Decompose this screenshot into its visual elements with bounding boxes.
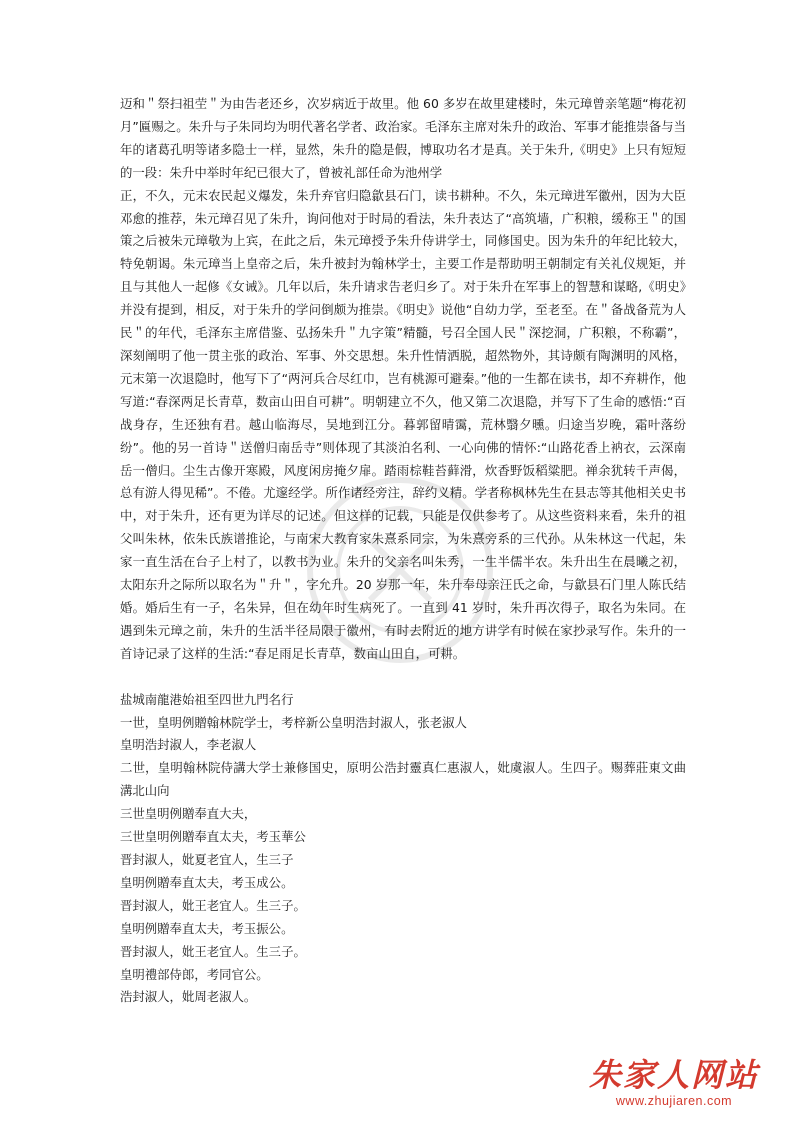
lineage-heading: 盐城南龍港始祖至四世九門名行 bbox=[120, 691, 294, 707]
paragraph: 正，不久，元末农民起义爆发，朱升弃官归隐歙县石门，读书耕种。不久，朱元璋进军徽州，因为大臣邓愈的推荐，朱元璋召见了朱升，询问他对于时局的看法，朱升表达了“高筑墙，广积粮，缓称王＂的国策之后被朱元璋敬为上宾，在此之后，朱元璋授予朱升侍讲学士，同修国史。因为朱升的年纪比较大，特免朝谒。朱元璋当上皇帝之后，朱升被封为翰林学士，主要工作是帮助明王朝制定有关礼仪规矩，并且与其他人一起修《女诫》。几年以后，朱升请求告老归乡了。对于朱升在军事上的智慧和谋略,《明史》并没有提到，相反，对于朱升的学问倒颇为推崇。《明史》说他“自幼力学，至老至。在＂备战备荒为人民＂的年代，毛泽东主席借鉴、弘扬朱升＂九字策”精髓，号召全国人民＂深挖洞，广积粮，不称霸”，深刻阐明了他一贯主张的政治、军事、外交思想。朱升性情洒脱，超然物外，其诗颇有陶渊明的风格，元末第一次退隐时，他写下了“两河兵合尽红巾，岂有桃源可避秦。”他的一生都在读书，却不弃耕作，他写道:“春深两足长青草，数亩山田自可耕”。明朝建立不久，他又第二次退隐，并写下了生命的感悟:“百战身存，生还独有君。越山临海尽，吴地到江分。暮郭留晴霭，荒林翳夕曛。归途当岁晚，霜叶落纷纷”。他的另一首诗＂送僧归南岳寺”则体现了其淡泊名利、一心向佛的情怀:“山路花香上衲衣，云深南岳一僧归。尘生古像开寒殿，风度闲房掩夕扉。踏雨棕鞋苔藓滑，炊香野饭稻粱肥。禅余犹转千声偈，总有游人得见稀”。不倦。尤邃经学。所作诸经旁注，辞约义精。学者称枫林先生在县志等其他相关史书中，对于朱升，还有更为详尽的记述。但这样的记载，只能是仅供参考了。从这些资料来看，朱升的祖父叫朱林，依朱氏族谱推论，与南宋大教育家朱熹系同宗，为朱熹旁系的三代孙。从朱林这一代起，朱家一直生活在台子上村了，以教书为业。朱升的父亲名叫朱秀，一生半儒半农。朱升出生在晨曦之初，太阳东升之际所以取名为＂升＂，字允升。20 岁那一年，朱升奉母亲汪氏之命，与歙县石门里人陈氏结婚。婚后生有一子，名朱异，但在幼年时生病死了。一直到 41 岁时，朱升再次得子，取名为朱同。在遇到朱元璋之前，朱升的生活半径局限于徽州，有时去附近的地方讲学有时候在家抄录写作。朱升的一首诗记录了这样的生活:“春足雨足长青草，数亩山田自，可耕。 bbox=[120, 187, 686, 661]
document-body bbox=[120, 93, 686, 1009]
lineage-line: 皇明浩封淑人，李老淑人 bbox=[120, 737, 257, 753]
lineage-line: 浩封淑人，妣周老淑人。 bbox=[120, 989, 257, 1005]
lineage-line: 二世，皇明翰林院侍講大学士兼修国史，原明公浩封靈真仁惠淑人，妣虞淑人。生四子。赐葬莊東文曲溝北山向 bbox=[120, 760, 686, 799]
lineage-list bbox=[120, 689, 686, 1010]
paragraph: 迈和＂祭扫祖茔＂为由告老还乡，次岁病近于故里。他 60 多岁在故里建楼时，朱元璋曾亲笔题“梅花初月”匾赐之。朱升与子朱同均为明代著名学者、政治家。毛泽东主席对朱升的政治、军事才能推崇备与当年的诸葛孔明等诸多隐士一样，显然，朱升的隐是假，博取功名才是真。关于朱升,《明史》上只有短短的一段：朱升中举时年纪已很大了，曾被礼部任命为池州学 bbox=[120, 96, 686, 180]
site-logo-text: 朱家人网站 bbox=[588, 1056, 759, 1094]
lineage-line: 皇明禮部侍郎，考同官公。 bbox=[120, 966, 269, 982]
section-spacer bbox=[120, 666, 686, 689]
lineage-line: 一世，皇明例贈翰林院学士，考梓新公皇明浩封淑人，张老淑人 bbox=[120, 714, 467, 730]
site-url-link[interactable]: www.zhujiaren.com bbox=[615, 1094, 733, 1108]
lineage-line: 晋封淑人，妣王老宜人。生三子。 bbox=[120, 943, 306, 959]
lineage-line: 三世皇明例贈奉直大夫， bbox=[120, 806, 257, 822]
lineage-line: 皇明例贈奉直太夫，考玉成公。 bbox=[120, 874, 294, 890]
lineage-line: 皇明例贈奉直太夫，考玉振公。 bbox=[120, 920, 294, 936]
lineage-line: 晋封淑人，妣夏老宜人，生三子 bbox=[120, 852, 294, 867]
lineage-line: 三世皇明例贈奉直太夫，考玉華公 bbox=[120, 829, 306, 845]
site-logo[interactable] bbox=[574, 1056, 774, 1108]
lineage-line: 晋封淑人，妣王老宜人。生三子。 bbox=[120, 897, 306, 913]
